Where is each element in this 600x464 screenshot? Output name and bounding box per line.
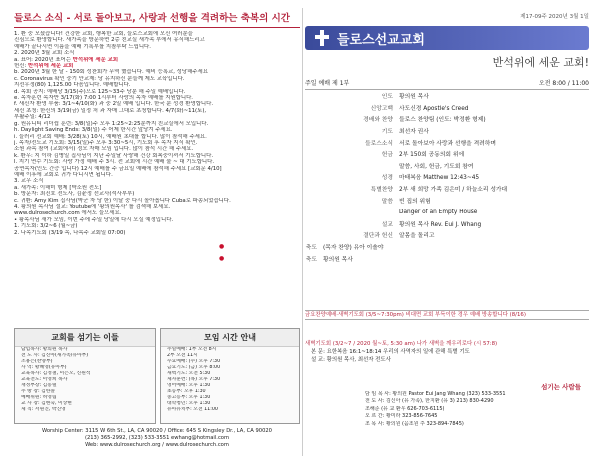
order-value: 황의원 목사	[323, 256, 353, 263]
church-name: 들로스선교교회	[337, 32, 425, 48]
servers-box-title: 교회를 섬기는 이들	[15, 329, 155, 347]
news-item-text: l. 지기 연수 기도회: 사랑 가정 예배 주 3시. 전 교회에 시간 예배 물 ~ 대 기도합니다.	[14, 159, 215, 166]
times-box-row: 대학청년: 오후 1:30	[167, 401, 211, 406]
order-value: 서로 돌아보아 사랑과 선행을 격려하며	[399, 140, 496, 147]
news-item-text: b. 2020년 3월 한 달 - 150회 성찬회가 무역 했습니다. 예비 등록교, 성당해주세요	[14, 69, 208, 76]
servers-box-row: 교육목사: 김정철, 이은오, 신원석	[21, 371, 91, 376]
news-item-text: h. Daylight Saving Ends: 3/8(일) 주 어제 한시간 앞당겨 주세요.	[14, 127, 173, 134]
order-value: 마태복음 Matthew 12:43~45	[399, 175, 480, 182]
servers-box-row: 재정부장: 김동렬	[21, 383, 57, 388]
prayer-section	[305, 340, 589, 364]
notice	[305, 310, 589, 320]
times-box-row: 새벽기도: 오전 5:30	[167, 371, 211, 376]
servers-row: 전 도 사: 김신아 (유 가족), 한지환 (유 3) 213) 830-4290	[365, 398, 494, 405]
bullet-icon: ●	[219, 243, 225, 251]
news-item-text: 예배 이후에 교회로 귀가 다니시면 됩니다.	[14, 171, 113, 178]
servers-row: 조 목 사: 황의원 (음조원 주 323-894-7845)	[365, 420, 464, 427]
order-key: 헌금	[381, 152, 393, 159]
news-item-text: c. 귀환: Amy Kim 집사님(박군 자 당 한) 이달 중 다시 돌아옵니다 Cuba로 파송되었습니다.	[14, 197, 231, 204]
news-item-text: k. 환우: 지 이하 김병일 집사님이 지난 주일날 사랑해 건강 회복중이셔서 기도합니다.	[14, 152, 214, 159]
times-box-row: 수요예배: (수) 오후 7:30	[167, 359, 221, 364]
news-item-text: e. 목자훈련 목자반 3/17(화) 7:00 1시부터 사랑의 목자 예배를 지원합니다.	[14, 95, 193, 102]
news-item-text: f. 새신자 환영 부품: 3/1~4/10(화) 과 중 2일 예배 입니다. 한국 분 성경 환영합니다.	[14, 101, 214, 108]
order-row	[305, 206, 589, 218]
news-item-text: a. 새가족: 이해미 형제 [박소원 전도]	[14, 184, 102, 191]
news-item-text: c. Coronavirus 확인 중기 안교제: 당 유지하신 분들께 제도 교육입니다.	[14, 75, 185, 82]
news-item-text: 진심으로 환영합니다. 새가족을 방문하면 2층 친교실 새가족 부에서 유식해드리고	[14, 37, 205, 44]
times-box-row: 주일예배: 1부 오전 8시	[167, 347, 217, 352]
notice-line: 금요찬양예배·새벽기도회 (3/5~7:30pm) 비대면 교회 부득이한 경우 예배 방송합니다 (8/16)	[305, 312, 526, 318]
times-box-title: 모임 시간 안내	[161, 329, 299, 347]
order-value: 사도신경 Apostle's Creed	[399, 105, 469, 112]
order-key: 설교	[381, 221, 393, 228]
servers-box-row: 교육전도: 이영희 목사	[21, 377, 68, 382]
news-item-text: 헌신:	[14, 63, 28, 70]
left-panel	[14, 10, 300, 454]
servers-rows	[305, 391, 589, 428]
order-key: 인도	[381, 94, 393, 101]
order-value: 2부 새 희망 가족 김은미 / 하늘소리 성가대	[399, 187, 508, 194]
news-item-text: 1. 기도회: 3/2~6 (월~금)	[14, 223, 78, 230]
service-time: 오전 8:00 / 11:00	[538, 80, 589, 87]
order-row	[305, 218, 589, 230]
center-divider	[302, 8, 303, 456]
order-key: 축도	[305, 245, 317, 252]
order-value: 최선자 권사	[399, 129, 429, 136]
times-box-row: 초등부: 오후 1:30	[167, 389, 206, 394]
news-item-text: i. 들러리 선교회 예배: 3/28(토) 10시, 예배원 초대를 합니다. 많이 참석해 주세요.	[14, 133, 207, 140]
worship-order	[219, 90, 589, 264]
news-item-highlight: 반석위에 세운 교회	[72, 56, 119, 63]
servers-box-row: 제 직: 서원진, 박진영	[21, 407, 66, 412]
order-key: 신앙고백	[370, 105, 393, 112]
order-key: 결단과 헌신	[363, 233, 393, 240]
order-key: 특별찬양	[370, 187, 393, 194]
servers-title: 섬기는 사람들	[541, 383, 581, 391]
times-box-row: 영어예배: 오후 1:30	[167, 383, 211, 388]
servers-box-row: 주 방 장: 김한솔	[21, 389, 55, 394]
servers-box	[14, 328, 156, 424]
servers-box-row: 담임목사: 황의원 목사	[21, 347, 68, 352]
news-item	[14, 230, 300, 236]
order-key: 경배와 찬양	[363, 117, 393, 124]
order-value: 빈 집의 위험	[399, 198, 431, 205]
news-item-text: 공연목자(인도 간증 입니다) 12시 예배를 주 금요일 예배에 참석해 주세요 [교회문 4/10]	[14, 165, 222, 172]
order-value: 알몸을 돌리고	[399, 233, 435, 240]
news-item-text: 2. 나목기도회 (3/19 목, 나목주 교회일 07:00)	[14, 229, 126, 236]
order-row	[305, 90, 589, 102]
servers-row: 담 임 목 사: 황의원 Pastor Eui Jang Whang (323) 533-3551	[365, 391, 506, 397]
news-item-text: 세신 초청: 한신의 3/19(금) 일정 처 과 자매 그대로 초청합니다. 4/7(화)~11(토),	[14, 107, 207, 114]
order-row	[219, 252, 589, 264]
order-row	[305, 194, 589, 206]
order-value: 말씀, 사회, 헌금, 기도회 참여	[399, 163, 474, 170]
times-box-row: 유아유치부: 오전 11:00	[167, 407, 218, 412]
order-value: 황의원 목사	[399, 94, 429, 101]
order-key: 들로스소식	[365, 140, 393, 147]
servers-box-row: 전 도 사: 김신아(새가족/유아부)	[21, 353, 89, 358]
order-row	[305, 113, 589, 125]
order-row	[219, 241, 589, 253]
order-value: Danger of an Empty House	[399, 208, 478, 215]
news-item-text: g. 원유니티 리더쉽 훈련: 3/8(일)주 오후 1:25~2:25분까지 친교실에서 모입니다.	[14, 120, 209, 127]
servers-box-row: 예배위원: 허영림	[21, 395, 57, 400]
servers-row: 오 르 간: 황미라 323-856-7645	[365, 413, 438, 420]
order-key: 축도	[305, 256, 317, 263]
footer	[14, 428, 300, 449]
news-item-text: 부활주일: 4/12	[14, 114, 51, 121]
times-box-row: 2부 오전 11시	[167, 353, 198, 358]
servers-section	[305, 382, 589, 428]
news-item-text: d. 목회 공지: 예배당 3/15(주)으로 125~33주 당분 해 주일 예배입니다.	[14, 88, 186, 95]
order-value: 2부 150회 공동의회 위에	[399, 152, 465, 159]
news-item-text: 소원 과목 참여 (교회에서) 정오 자매 모임 입니다. 많이 참석 시간 해 주세요.	[14, 146, 194, 153]
order-row	[305, 125, 589, 137]
prayer-heading: 새벽기도회 (3/2~7 / 2020 월~토, 5:30 am) 나가 새벽을 깨우리로다 (시 57:8)	[305, 341, 498, 347]
news-list	[14, 31, 300, 236]
info-boxes	[14, 328, 300, 422]
news-item-text: a. 표어: 2020년 표어는	[14, 56, 73, 63]
cross-icon	[311, 27, 333, 49]
order-key: 기도	[381, 129, 393, 136]
news-item-text: 2. 2020년 3월 교회 소식	[14, 50, 75, 57]
issue-label: 제17-09주 2020년 3월 1일	[520, 14, 589, 20]
servers-box-row: 교 사 장: 김현숙, 이상현	[21, 401, 72, 406]
news-item-text: 예배가 끝나시면 이름을 예배 기록부를 지참부탁 드립니다.	[14, 43, 151, 50]
news-item-text: b. 방문자: 최진호 전도사, 김윤정 선교사(석사부부)	[14, 191, 135, 198]
bullet-icon: ●	[219, 254, 225, 262]
order-row	[305, 183, 589, 195]
footer-address: Worship Center: 3115 W 6th St., LA, CA 90020 / Office: 645 S Kingsley Dr., LA, CA 90020	[42, 428, 272, 434]
order-row	[305, 102, 589, 114]
news-item-highlight: 반석위에 세운 교회	[27, 63, 74, 70]
times-box	[160, 328, 300, 424]
order-row	[305, 160, 589, 172]
times-box-row: 금요기도: (금) 오후 8:00	[167, 365, 221, 370]
prayer-rows	[305, 348, 589, 364]
news-item-text: 3. 교우 소식	[14, 178, 44, 185]
footer-contact: (213) 365-2992, (323) 533-3551 ewhang@hotmail.com	[84, 435, 230, 441]
theme-text: 반석위에 세운 교회!	[492, 56, 589, 69]
news-item-text: www.dulrosechurch.com 에서도 들으세요.	[14, 210, 122, 217]
order-value: (목자 찬양) 유아 이솔야	[323, 245, 384, 252]
news-item-text: 4. 황의원 목사님 설교: Youtube에 '황의원목사' 를 검색해 보세요.	[14, 203, 171, 210]
order-row	[305, 148, 589, 160]
service-label: 주일 예배 제 1부	[305, 80, 350, 87]
prayer-row: 본 문: 요한복음 16:1~18:14 우리의 사역자의 일에 관해 특별 기도	[311, 349, 470, 355]
servers-box-row: 사 역: 황혜영(유아부)	[21, 365, 67, 370]
order-row	[305, 136, 589, 148]
servers-box-row: 조용은(찬양부)	[21, 359, 53, 364]
order-value: 들로스 찬양팀 (인도: 박정환 형제)	[399, 117, 486, 124]
church-banner	[305, 26, 589, 50]
news-item-text: 지선우정(80) 1,125.00 다음입니다. 예배합니다.	[14, 82, 131, 89]
servers-row: 조해준 (유 교 환우 626-703-6115)	[365, 405, 445, 412]
news-item-text: 1. 환 중 모셨습니다! 건강한 교회, 행복한 교회, 들로스교회에 오신 여러분을	[14, 31, 193, 37]
prayer-row: 설 교: 황의원 목사, 최선자 전도사	[311, 357, 391, 363]
times-box-rows	[161, 347, 299, 413]
news-item-text: j. 목자/전도교 기도회: 3/15(일)주 오후 3:30~5시, 기도회 후 목자 지식 확인.	[14, 139, 198, 146]
servers-box-rows	[15, 347, 155, 413]
order-row	[305, 171, 589, 183]
order-key: 말씀	[381, 198, 393, 205]
news-title: 들로스 소식 - 서로 돌아보고, 사랑과 선행을 격려하는 축복의 시간	[14, 10, 300, 28]
order-row	[305, 229, 589, 241]
news-item-text: • 황목사님 새가 모임, 이번 주에 주일 당일에 다시 오실 예정입니다.	[14, 216, 174, 223]
times-box-row: 제자훈련: (목) 오후 7:30	[167, 377, 221, 382]
order-key: 성경	[381, 175, 393, 182]
times-box-row: 중고등부: 오후 1:30	[167, 395, 211, 400]
order-value: 황의원 목사 Rev. Eui J. Whang	[399, 221, 482, 228]
footer-web: Web: www.dulrosechurch.org / www.dulrosechurch.com	[85, 442, 229, 448]
service-header	[305, 78, 589, 90]
